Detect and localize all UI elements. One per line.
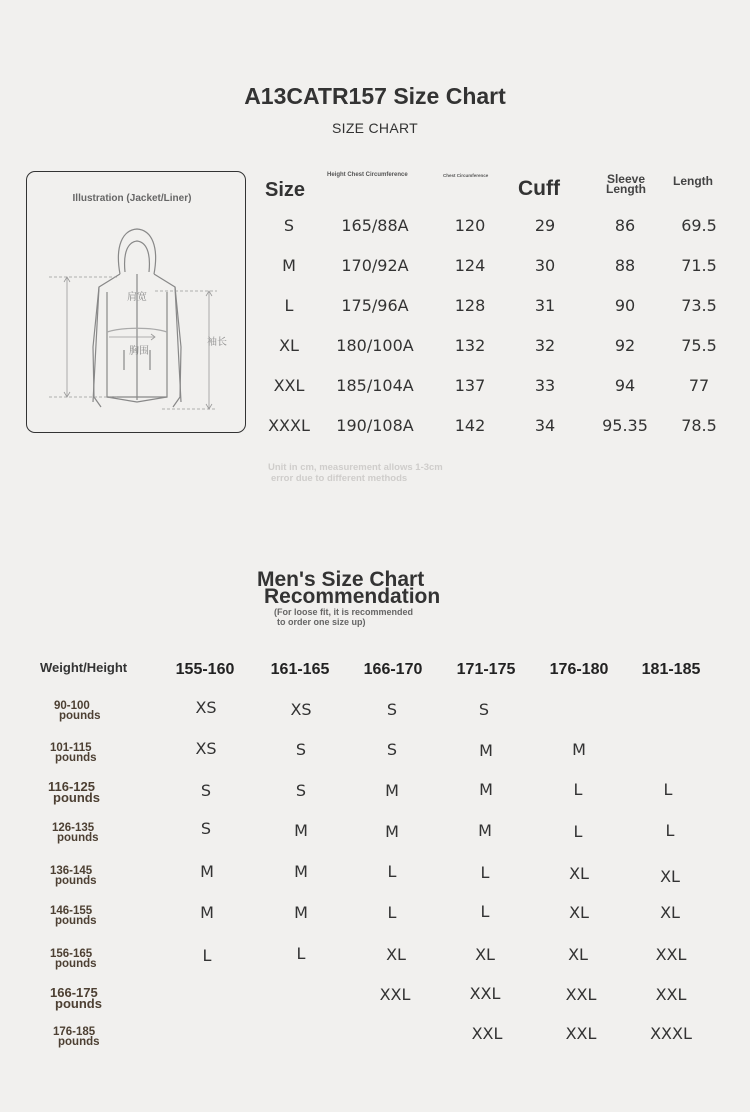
weight-row-label: 101-115 pounds (50, 742, 97, 764)
sleeve-cell: 90 (614, 296, 636, 315)
sleeve-cell: 92 (614, 336, 636, 355)
weight-row-label: 176-185 pounds (53, 1026, 100, 1048)
height-column-header: 181-185 (641, 661, 701, 678)
weight-row-label: 116-125 pounds (48, 779, 100, 805)
jacket-illustration (26, 171, 246, 433)
header-size: Size (265, 179, 306, 201)
shoulder-label: 肩宽 (127, 292, 147, 303)
size-recommendation-cell: XL (569, 864, 589, 883)
size-recommendation-cell: XS (195, 698, 217, 717)
size-recommendation-cell: L (387, 862, 397, 881)
header-height-chest: Height Chest Circumference (327, 172, 408, 178)
recommendation-title-line-1: Men's Size Chart (257, 568, 425, 591)
length-cell: 77 (688, 376, 710, 395)
chest-cell: 120 (454, 216, 486, 235)
height-column-header: 171-175 (456, 661, 516, 678)
size-recommendation-cell: M (479, 780, 493, 799)
length-cell: 75.5 (681, 336, 717, 355)
size-recommendation-cell: M (572, 740, 586, 759)
size-cell: XL (279, 336, 299, 355)
size-recommendation-cell: XXL (379, 985, 411, 1004)
header-cuff: Cuff (518, 177, 560, 200)
size-recommendation-cell: L (573, 780, 583, 799)
size-recommendation-cell: L (296, 944, 306, 963)
size-recommendation-cell: M (385, 822, 399, 841)
sleeve-cell: 95.35 (602, 416, 648, 435)
weight-row-label: 166-175 pounds (50, 985, 102, 1011)
size-recommendation-cell: S (200, 781, 212, 800)
weight-height-header: Weight/Height (40, 660, 128, 675)
size-recommendation-cell: S (295, 740, 307, 759)
size-recommendation-cell: S (386, 740, 398, 759)
size-recommendation-cell: L (480, 902, 490, 921)
header-sleeve: Sleeve Length (606, 172, 646, 196)
size-recommendation-cell: S (478, 700, 490, 719)
weight-row-label: 136-145 pounds (50, 865, 97, 887)
size-cell: L (284, 296, 294, 315)
size-recommendation-cell: M (294, 903, 308, 922)
weight-row-label: 90-100 pounds (54, 700, 101, 722)
length-cell: 78.5 (681, 416, 717, 435)
length-cell: 69.5 (681, 216, 717, 235)
cuff-cell: 29 (534, 216, 556, 235)
sleeve-cell: 94 (614, 376, 636, 395)
size-cell: S (283, 216, 295, 235)
height-column-header: 161-165 (270, 661, 330, 678)
size-recommendation-cell: XL (475, 945, 495, 964)
height-column-header: 176-180 (549, 661, 609, 678)
height-column-header: 166-170 (363, 661, 423, 678)
cuff-cell: 33 (534, 376, 556, 395)
size-recommendation-cell: XXL (655, 945, 687, 964)
height-chest-cell: 165/88A (341, 216, 409, 235)
size-recommendation-cell: M (385, 781, 399, 800)
size-recommendation-cell: S (200, 819, 212, 838)
weight-row-label: 146-155 pounds (50, 905, 97, 927)
size-recommendation-cell: M (200, 903, 214, 922)
chest-cell: 128 (454, 296, 486, 315)
header-length: Length (673, 174, 713, 188)
size-recommendation-cell: XXL (471, 1024, 503, 1043)
recommendation-sub-line-2: to order one size up) (277, 617, 366, 627)
size-recommendation-cell: L (573, 822, 583, 841)
size-recommendation-cell: XXL (655, 985, 687, 1004)
recommendation-title-line-2: Recommendation (264, 585, 441, 608)
height-chest-cell: 185/104A (336, 376, 414, 395)
size-recommendation-cell: XS (290, 700, 312, 719)
cuff-cell: 30 (534, 256, 556, 275)
chest-cell: 142 (454, 416, 486, 435)
length-cell: 71.5 (681, 256, 717, 275)
chest-cell: 132 (454, 336, 486, 355)
height-chest-cell: 190/108A (336, 416, 414, 435)
sleeve-cell: 86 (614, 216, 636, 235)
size-recommendation-cell: M (478, 821, 492, 840)
size-recommendation-cell: XL (660, 903, 680, 922)
cuff-cell: 32 (534, 336, 556, 355)
size-recommendation-cell: M (479, 741, 493, 760)
header-chest: Chest Circumference (443, 173, 489, 178)
size-recommendation-cell: XL (568, 945, 588, 964)
jacket-drawing (27, 172, 247, 434)
size-cell: M (282, 256, 296, 275)
size-recommendation-cell: L (387, 903, 397, 922)
chest-label: 胸围 (129, 346, 149, 357)
size-cell: XXXL (268, 416, 310, 435)
height-chest-cell: 180/100A (336, 336, 414, 355)
size-recommendation-cell: XL (569, 903, 589, 922)
size-recommendation-cell: L (202, 946, 212, 965)
size-recommendation-cell: M (200, 862, 214, 881)
size-recommendation-cell: XXXL (650, 1024, 692, 1043)
size-recommendation-cell: XS (195, 739, 217, 758)
cuff-cell: 34 (534, 416, 556, 435)
size-recommendation-cell: L (663, 780, 673, 799)
note-line-1: Unit in cm, measurement allows 1-3cm (268, 462, 443, 473)
size-recommendation-cell: XXL (469, 984, 501, 1003)
size-recommendation-cell: M (294, 862, 308, 881)
size-recommendation-cell: XL (660, 867, 680, 886)
size-recommendation-cell: S (386, 700, 398, 719)
size-cell: XXL (273, 376, 305, 395)
size-recommendation-cell: XXL (565, 1024, 597, 1043)
sleeve-cell: 88 (614, 256, 636, 275)
size-recommendation-cell: XXL (565, 985, 597, 1004)
page-title: A13CATR157 Size Chart (244, 83, 506, 109)
size-recommendation-cell: XL (386, 945, 406, 964)
cuff-cell: 31 (534, 296, 556, 315)
chest-cell: 124 (454, 256, 486, 275)
illustration-caption: Illustration (Jacket/Liner) (72, 193, 192, 204)
sleeve-label: 袖长 (207, 337, 227, 348)
height-column-header: 155-160 (175, 661, 235, 678)
size-recommendation-cell: L (480, 863, 490, 882)
length-cell: 73.5 (681, 296, 717, 315)
size-recommendation-cell: S (295, 781, 307, 800)
measurement-note (268, 462, 443, 484)
recommendation-sub-line-1: (For loose fit, it is recommended (274, 607, 414, 617)
weight-row-label: 156-165 pounds (50, 948, 97, 970)
height-chest-cell: 170/92A (341, 256, 409, 275)
size-recommendation-cell: L (665, 821, 675, 840)
weight-row-label: 126-135 pounds (52, 822, 99, 844)
size-recommendation-cell: M (294, 821, 308, 840)
note-line-2: error due to different methods (271, 473, 408, 484)
chest-cell: 137 (454, 376, 486, 395)
page-subtitle: SIZE CHART (332, 120, 418, 136)
height-chest-cell: 175/96A (341, 296, 409, 315)
